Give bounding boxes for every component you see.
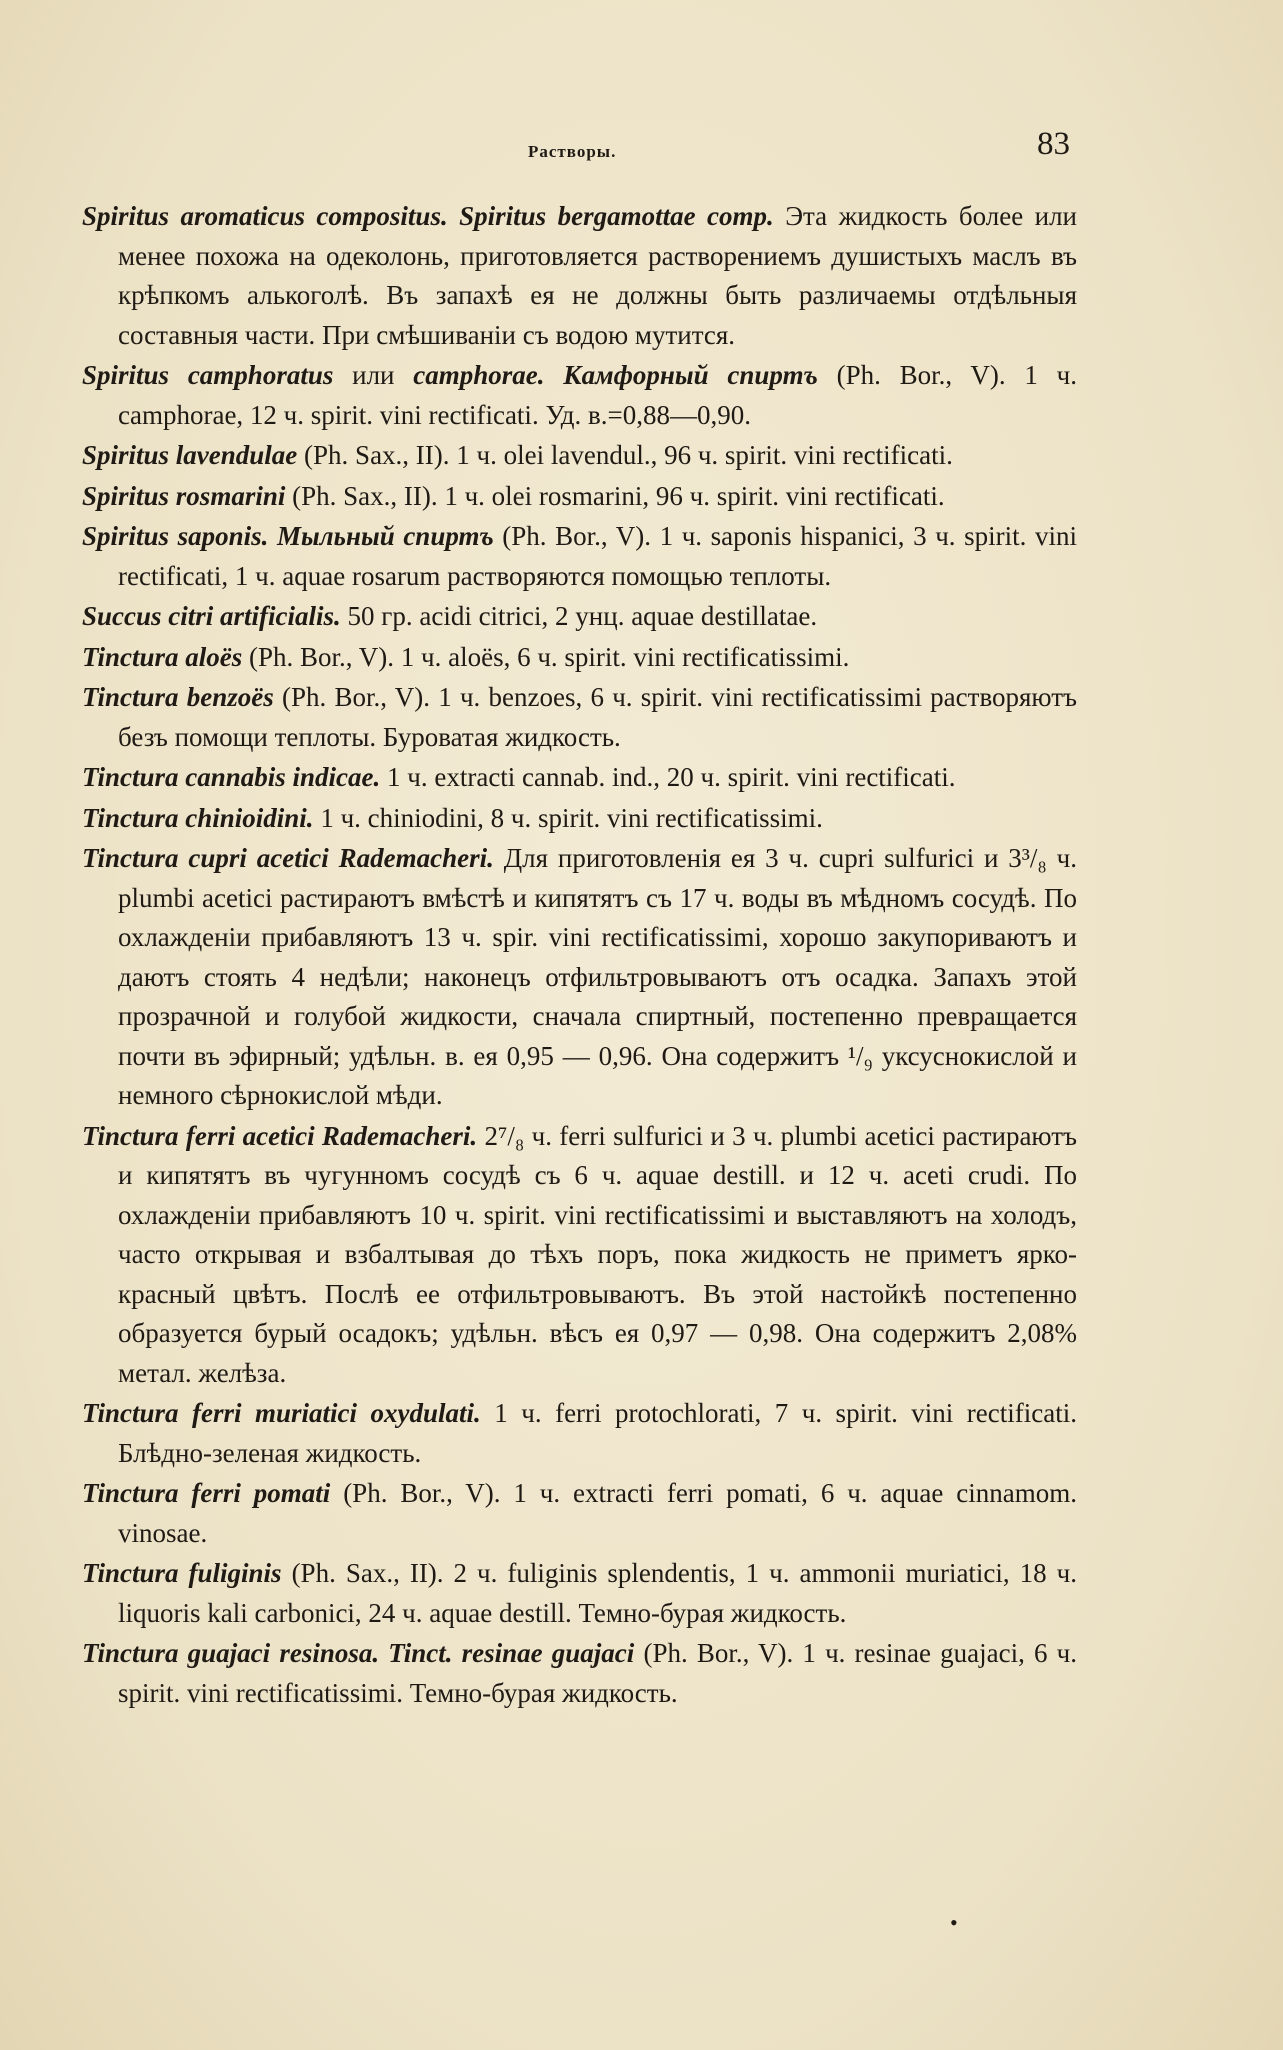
entry-text: (Ph. Bor., V). 1 ч. aloës, 6 ч. spirit. vini rectificatissimi. [242,641,850,672]
entry-text: 1 ч. extracti cannab. ind., 20 ч. spirit. vini rectificati. [380,762,956,792]
entry-spiritus-lavendulae [82,436,1077,476]
entry-tinctura-ferri-pomati [82,1474,1077,1553]
printing-mark: • [950,1910,958,1935]
entry-text: Эта жидкость более или менее похожа на одеколонь, приготовляется растворениемъ душистыхъ маслъ въ крѣпкомъ алькоголѣ. Въ запахѣ ея не должны быть различаемы отдѣльныя составныя части. При смѣшиваніи съ водою мутится. [118,201,1077,350]
entry-title: Tinctura ferri pomati [82,1478,331,1508]
entry-text: (Ph. Sax., II). 1 ч. olei rosmarini, 96 ч. spirit. vini rectificati. [285,480,945,511]
entry-title: Spiritus saponis. Мыльный спиртъ [82,521,494,551]
entry-spiritus-camphoratus [82,356,1077,435]
entry-title: Tinctura ferri muriatici oxydulati. [82,1398,481,1428]
entry-tinctura-ferri-acetici [82,1117,1077,1394]
entry-title: Tinctura guajaci resinosa. Tinct. resinae guajaci [82,1638,635,1668]
entry-tinctura-benzoes [82,678,1077,757]
entry-tinctura-chinioidini [82,799,1077,839]
entry-text: (Ph. Bor., V). 1 ч. saponis hispanici, 3 ч. spirit. vini rectificati, 1 ч. aquae rosarum растворяются помощью теплоты. [118,521,1077,591]
entry-text: 2⁷/₈ ч. ferri sulfurici и 3 ч. plumbi acetici растираютъ и кипятятъ въ чугунномъ сосудѣ съ 6 ч. aquae destill. и 12 ч. aceti crudi. По охлажденіи прибавляютъ 10 ч. spirit. vini rectificatissimi и выставляютъ на холодъ, часто открывая и взбалтывая до тѣхъ поръ, пока жидкость не приметъ ярко-красный цвѣтъ. Послѣ ее отфильтровываютъ. Въ этой настойкѣ постепенно образуется бурый осадокъ; удѣльн. вѣсъ ея 0,97 — 0,98. Она содержитъ 2,08% метал. желѣза. [118,1120,1077,1388]
entry-title: Succus citri artificialis. [82,601,341,631]
entry-tinctura-cupri-acetici [82,839,1077,1116]
entry-tinctura-cannabis [82,758,1077,798]
page-body [82,197,1077,1714]
entry-title: Tinctura aloës [82,641,243,672]
entry-title: Tinctura fuliginis [82,1558,282,1588]
entry-title: Spiritus lavendulae [82,440,298,470]
entry-title: Tinctura cupri acetici Rademacheri. [82,843,494,873]
entry-title: Tinctura ferri acetici Rademacheri. [82,1120,478,1151]
entry-text: (Ph. Sax., II). 2 ч. fuliginis splendentis, 1 ч. ammonii muriatici, 18 ч. liquoris kali carbonici, 24 ч. aquae destill. Темно-бурая жидкость. [118,1558,1077,1628]
entry-title-alt: camphorae. Камфорный спиртъ [413,360,818,390]
entry-tinctura-ferri-muriatici [82,1394,1077,1473]
entry-text: 1 ч. ferri protochlorati, 7 ч. spirit. vini rectificati. Блѣдно-зеленая жидкость. [118,1398,1077,1468]
entry-succus-citri [82,597,1077,637]
entry-title: Spiritus aromaticus compositus. Spiritus bergamottae comp. [82,201,774,231]
entry-tinctura-aloes [82,638,1077,678]
entry-title: Spiritus camphoratus [82,360,334,390]
entry-spiritus-rosmarini [82,477,1077,517]
entry-spiritus-saponis [82,517,1077,596]
entry-text: 50 гр. acidi citrici, 2 унц. aquae destillatae. [340,601,818,631]
entry-title: Tinctura cannabis indicae. [82,762,381,792]
entry-text: (Ph. Bor., V). 1 ч. resinae guajaci, 6 ч. spirit. vini rectificatissimi. Темно-бурая жидкость. [118,1638,1077,1708]
entry-title: Spiritus rosmarini [82,480,286,511]
entry-text: (Ph. Bor., V). 1 ч. extracti ferri pomati, 6 ч. aquae cinnamom. vinosae. [118,1478,1077,1548]
entry-spiritus-aromaticus [82,197,1077,355]
entry-title: Tinctura chinioidini. [82,802,314,833]
entry-title: Tinctura benzoës [82,682,274,712]
entry-text: (Ph. Sax., II). 1 ч. olei lavendul., 96 ч. spirit. vini rectificati. [297,440,953,470]
entry-tinctura-fuliginis [82,1554,1077,1633]
entry-text: (Ph. Bor., V). 1 ч. benzoes, 6 ч. spirit. vini rectificatissimi растворяютъ безъ помощи теплоты. Буроватая жидкость. [118,682,1078,752]
entry-text: Для приготовленія ея 3 ч. cupri sulfurici и 3³/₈ ч. plumbi acetici растираютъ вмѣстѣ и кипятятъ съ 17 ч. воды въ мѣдномъ сосудѣ. По охлажденіи прибавляютъ 13 ч. spir. vini rectificatissimi, хорошо закупориваютъ и даютъ стоять 4 недѣли; наконецъ отфильтровываютъ отъ осадка. Запахъ этой прозрачной и голубой жидкости, сначала спиртный, постепенно превращается почти въ эфирный; удѣльн. в. ея 0,95 — 0,96. Она содержитъ ¹/₉ уксуснокислой и немного сѣрнокислой мѣди. [118,843,1077,1110]
entry-text: (Ph. Bor., V). 1 ч. camphorae, 12 ч. spirit. vini rectificati. Уд. в.=0,88—0,90. [118,360,1077,430]
page-number: 83 [1037,126,1070,162]
entry-text: 1 ч. chiniodini, 8 ч. spirit. vini rectificatissimi. [313,802,823,833]
running-title: Растворы. [528,142,617,161]
entry-tinctura-guajaci [82,1634,1077,1713]
entry-connector: или [333,360,414,390]
